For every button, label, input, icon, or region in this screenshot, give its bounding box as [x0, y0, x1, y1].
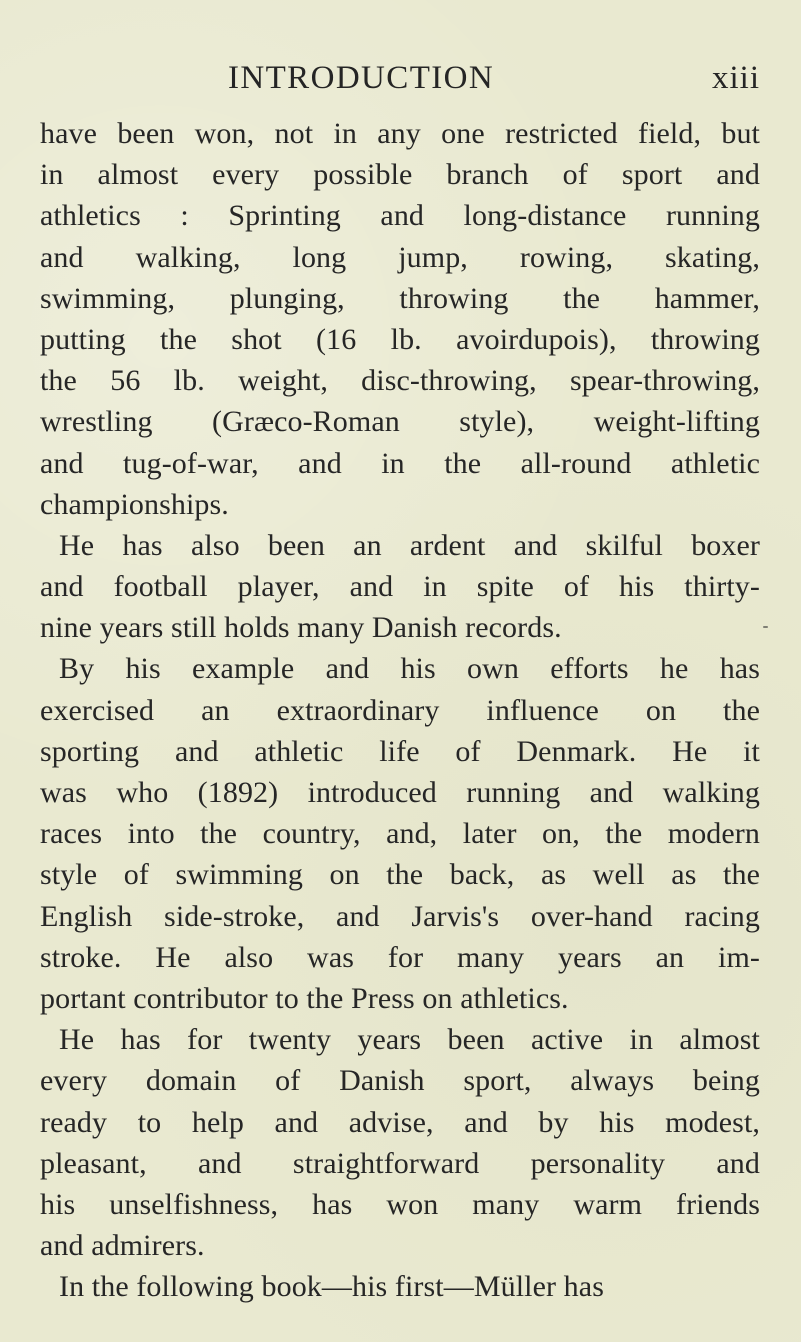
- text-line: was who (1892) introduced running and walking: [40, 776, 760, 809]
- paragraph-start-line: He has also been an ardent and skilful boxer: [59, 528, 760, 562]
- text-line: and walking, long jump, rowing, skating,: [40, 240, 760, 274]
- text-line: pleasant, and straightforward personality and: [40, 1146, 760, 1180]
- text-line: and football player, and in spite of his thirty-: [40, 570, 760, 604]
- page-header: [40, 60, 760, 102]
- paragraph-start-line: By his example and his own efforts he has: [59, 652, 760, 686]
- text-line: in almost every possible branch of sport and: [40, 158, 760, 192]
- text-line: have been won, not in any one restricted field, but: [40, 117, 760, 150]
- page-body-text: [40, 113, 760, 1307]
- text-line: and tug-of-war, and in the all-round athletic: [40, 446, 760, 480]
- text-line: swimming, plunging, throwing the hammer,: [40, 281, 760, 315]
- text-line: and admirers.: [40, 1229, 205, 1263]
- text-line: putting the shot (16 lb. avoirdupois), throwing: [40, 322, 760, 356]
- text-line: stroke. He also was for many years an im-: [40, 940, 760, 974]
- margin-mark: [763, 626, 768, 628]
- text-line: the 56 lb. weight, disc-throwing, spear-throwing,: [40, 364, 760, 398]
- text-line: ready to help and advise, and by his modest,: [40, 1105, 760, 1139]
- text-line: wrestling (Græco-Roman style), weight-lifting: [40, 405, 760, 439]
- text-line: nine years still holds many Danish records.: [40, 611, 562, 645]
- paragraph-start-line: In the following book—his first—Müller has: [59, 1270, 604, 1304]
- paragraph-start-line: He has for twenty years been active in almost: [59, 1023, 760, 1057]
- page-number: xiii: [711, 60, 760, 96]
- text-line: his unselfishness, has won many warm friends: [40, 1187, 760, 1221]
- text-line: exercised an extraordinary influence on the: [40, 693, 760, 727]
- text-line: style of swimming on the back, as well as the: [40, 858, 760, 892]
- text-line: every domain of Danish sport, always being: [40, 1064, 760, 1098]
- text-line: English side-stroke, and Jarvis's over-hand racing: [40, 899, 760, 933]
- chapter-title: INTRODUCTION: [228, 60, 495, 96]
- text-line: portant contributor to the Press on athletics.: [40, 981, 569, 1015]
- text-line: athletics : Sprinting and long-distance running: [40, 199, 760, 233]
- text-line: races into the country, and, later on, the modern: [40, 817, 760, 851]
- text-line: sporting and athletic life of Denmark. He it: [40, 734, 760, 768]
- text-line: championships.: [40, 487, 229, 521]
